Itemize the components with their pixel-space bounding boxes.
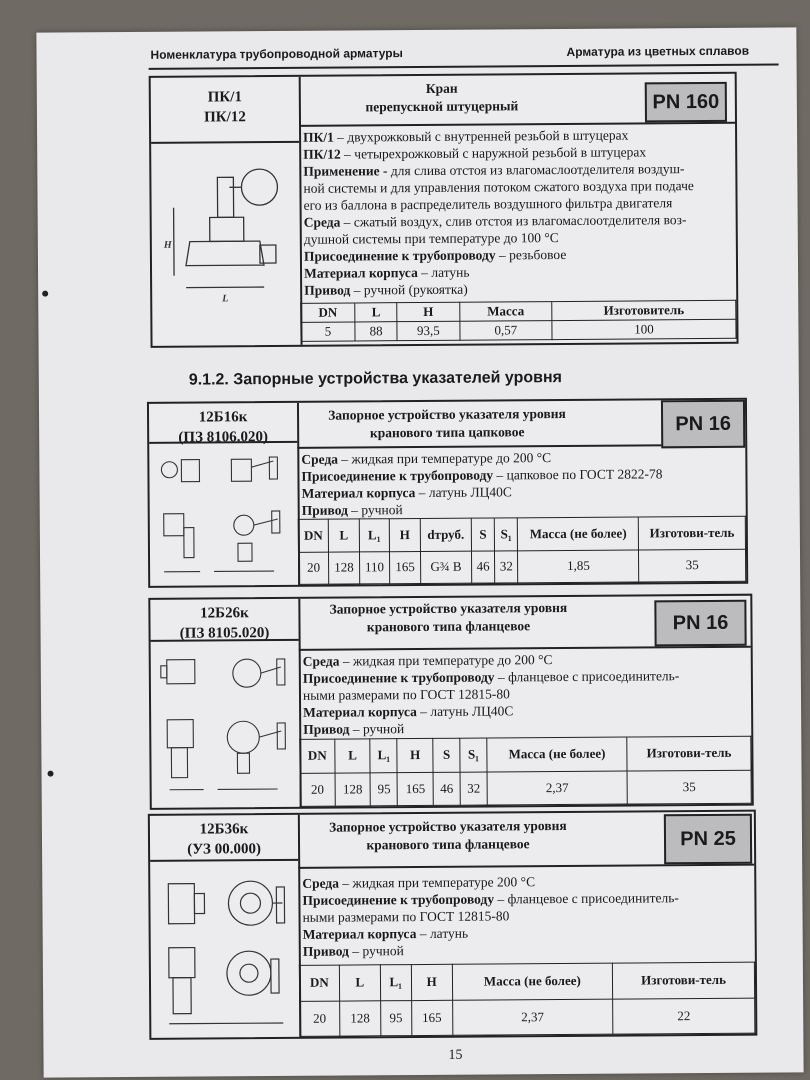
description-term: Привод xyxy=(302,943,350,959)
description-text: – жидкая при температуре до 200 °С xyxy=(339,652,553,669)
table-cell: 5 xyxy=(301,322,355,341)
svg-text:L: L xyxy=(222,293,229,305)
column-header: S xyxy=(433,738,460,772)
table-cell: 95 xyxy=(380,1000,411,1036)
description-term: Среда xyxy=(301,451,339,467)
code-cell xyxy=(151,77,303,346)
table-cell: 46 xyxy=(471,550,494,583)
description-text: – четырехрожковый с наружной резьбой в штуцерах xyxy=(340,144,647,162)
column-header: S₁ xyxy=(460,738,487,772)
description-text: ной системы и для управления потоком сжатого воздуха при подаче xyxy=(303,178,694,196)
description-term: Материал корпуса xyxy=(303,265,418,281)
item-code: 12Б26к xyxy=(200,605,249,622)
valve-drawing xyxy=(157,653,296,804)
description-term: Привод xyxy=(301,502,348,518)
item-code-alt: ПК/12 xyxy=(204,109,246,126)
table-row xyxy=(300,770,751,807)
description-text: – ручной xyxy=(347,502,403,518)
column-header: Масса (не более) xyxy=(452,963,613,1000)
description-term: ПК/12 xyxy=(303,146,341,162)
table-cell: 165 xyxy=(390,551,421,584)
column-header: dтруб. xyxy=(420,518,471,551)
description-text: – латунь ЛЦ40С xyxy=(416,703,514,720)
table-cell: 35 xyxy=(639,549,746,582)
table-cell: 128 xyxy=(335,772,371,806)
item-title: Кран перепускной штуцерный xyxy=(365,80,519,115)
item-code-alt: (ПЗ 8106.020) xyxy=(178,429,269,446)
description-line xyxy=(303,940,751,960)
description-term: Присоединение к трубопроводу xyxy=(302,891,495,908)
column-header: Изготови-тель xyxy=(638,516,745,549)
table-row xyxy=(298,549,745,585)
description-text: – фланцевое с присоединитель- xyxy=(494,890,679,907)
column-header: DN xyxy=(301,303,355,322)
item-code: 12Б36к xyxy=(199,821,249,838)
item-description xyxy=(302,872,751,960)
table-cell: G¾ B xyxy=(420,551,471,584)
description-text: – резьбовое xyxy=(495,246,567,263)
table-cell: 32 xyxy=(460,772,487,806)
code-cell xyxy=(150,599,301,808)
description-text: – жидкая при температуре 200 °С xyxy=(338,874,536,891)
table-cell: 35 xyxy=(627,770,751,804)
description-term: Материал корпуса xyxy=(302,926,417,942)
valve-drawing xyxy=(158,873,293,1034)
document-page xyxy=(36,27,803,1077)
pressure-rating-badge: PN 160 xyxy=(645,82,727,123)
item-code-alt: (УЗ 00.000) xyxy=(187,841,261,858)
item-description xyxy=(301,448,741,519)
description-text: – двухрожковый с внутренней резьбой в штуцерах xyxy=(333,127,629,145)
punch-hole xyxy=(42,291,48,297)
column-header: DN xyxy=(298,519,328,552)
description-text: – ручной (рукоятка) xyxy=(350,281,468,298)
item-title: Запорное устройство указателя уровня кранового типа фланцевое xyxy=(329,599,568,635)
item-title: Запорное устройство указателя уровня кранового типа цапковое xyxy=(328,405,566,441)
description-term: Присоединение к трубопроводу xyxy=(303,247,496,264)
spec-table xyxy=(299,736,751,807)
column-header: L xyxy=(328,519,359,552)
spec-table xyxy=(300,300,736,342)
description-text: – сжатый воздух, слив отстоя из влагомаслоотделителя воз- xyxy=(340,212,687,230)
column-header: L₁ xyxy=(370,739,397,773)
table-cell: 20 xyxy=(300,1001,340,1037)
item-block-12b16k xyxy=(147,398,748,588)
description-text: – латунь xyxy=(417,264,470,281)
valve-drawing xyxy=(159,157,292,308)
table-cell: 110 xyxy=(359,551,389,584)
description-text: – ручной xyxy=(348,943,404,959)
description-text: ными размерами по ГОСТ 12815-80 xyxy=(302,908,510,925)
item-code-alt: (ПЗ 8105.020) xyxy=(179,625,270,642)
column-header: H xyxy=(389,518,420,551)
code-cell xyxy=(150,815,302,1038)
table-cell: 165 xyxy=(411,1000,452,1036)
valve-drawing xyxy=(153,453,294,582)
description-text: – жидкая при температуре до 200 °С xyxy=(337,450,552,467)
column-header: L₁ xyxy=(359,519,389,552)
table-cell: 93,5 xyxy=(397,321,460,340)
column-header: L xyxy=(335,739,371,773)
description-line xyxy=(304,211,730,231)
description-text: – цапковое по ГОСТ 2822-78 xyxy=(493,466,663,483)
description-term: Среда xyxy=(303,214,341,230)
description-term: Присоединение к трубопроводу xyxy=(302,669,495,686)
table-cell: 95 xyxy=(371,772,398,806)
description-line xyxy=(304,279,730,299)
item-block-12b36k xyxy=(148,810,758,1040)
table-cell: 46 xyxy=(433,772,460,806)
table-cell: 22 xyxy=(613,998,755,1034)
table-cell: 20 xyxy=(298,552,328,585)
column-header: L xyxy=(355,303,397,322)
column-header: DN xyxy=(300,739,335,773)
table-row xyxy=(301,319,736,341)
table-cell: 100 xyxy=(552,319,736,339)
description-term: Привод xyxy=(303,721,350,737)
table-cell: 128 xyxy=(328,551,359,584)
table-cell: 1,85 xyxy=(518,549,639,582)
pressure-rating-badge: PN 16 xyxy=(654,600,746,647)
spec-table xyxy=(298,516,746,585)
column-header: S xyxy=(471,518,494,551)
page-number: 15 xyxy=(448,1047,463,1063)
description-term: Привод xyxy=(304,282,351,298)
table-cell: 2,37 xyxy=(487,771,627,805)
column-header: Масса (не более) xyxy=(518,517,639,550)
item-title: Запорное устройство указателя уровня кранового типа фланцевое xyxy=(329,817,567,853)
description-term: Среда xyxy=(302,653,340,669)
table-row xyxy=(300,998,755,1037)
table-cell: 128 xyxy=(339,1000,380,1036)
column-header: H xyxy=(411,964,452,1000)
description-text: душной системы при температуре до 100 °С xyxy=(303,230,559,247)
header-left: Номенклатура трубопроводной арматуры xyxy=(150,46,403,62)
item-code: ПК/1 xyxy=(207,89,242,106)
column-header: H xyxy=(397,302,460,321)
header-rule xyxy=(149,63,779,69)
column-header: Изготови-тель xyxy=(627,736,751,770)
item-description xyxy=(303,126,730,299)
svg-text:H: H xyxy=(163,239,172,251)
item-code: 12Б16к xyxy=(198,409,248,426)
column-header: H xyxy=(397,738,433,772)
table-cell: 165 xyxy=(397,772,433,806)
description-text: – латунь ЛЦ40С xyxy=(415,484,512,501)
description-text: ными размерами по ГОСТ 12815-80 xyxy=(302,686,510,703)
description-term: Применение - xyxy=(303,163,388,179)
description-text: его из баллона в распределитель воздушного фильтра двигателя xyxy=(303,195,673,213)
description-term: Материал корпуса xyxy=(303,704,417,720)
table-cell: 2,37 xyxy=(452,999,613,1036)
description-text: – ручной xyxy=(349,721,405,737)
pressure-rating-badge: PN 16 xyxy=(661,400,745,449)
description-term: Присоединение к трубопроводу xyxy=(301,467,494,484)
column-header: Изготовитель xyxy=(552,300,736,320)
table-cell: 0,57 xyxy=(460,321,553,341)
pressure-rating-badge: PN 25 xyxy=(664,814,752,865)
table-cell: 20 xyxy=(300,773,335,807)
column-header: Масса xyxy=(459,302,552,322)
section-title: 9.1.2. Запорные устройства указателей уровня xyxy=(188,369,563,389)
item-description xyxy=(303,650,748,738)
table-cell: 32 xyxy=(495,550,518,583)
description-line xyxy=(303,718,747,738)
code-cell xyxy=(149,403,300,586)
column-header: L xyxy=(339,965,380,1001)
description-text: – фланцевое с присоединитель- xyxy=(494,668,680,685)
description-term: Материал корпуса xyxy=(301,485,416,501)
description-text: – латунь xyxy=(416,925,469,942)
punch-hole xyxy=(48,771,54,777)
column-header: Масса (не более) xyxy=(487,737,627,771)
description-text: для слива отстоя из влагомаслоотделителя воздуш- xyxy=(387,161,685,179)
spec-table xyxy=(299,962,755,1037)
table-cell: 88 xyxy=(355,322,397,341)
item-block-pk xyxy=(149,72,739,348)
column-header: S₁ xyxy=(494,518,517,551)
description-term: Среда xyxy=(302,875,340,891)
header-right: Арматура из цветных сплавов xyxy=(566,43,750,59)
description-term: ПК/1 xyxy=(303,129,334,145)
column-header: DN xyxy=(299,965,339,1001)
item-block-12b26k xyxy=(148,594,753,810)
column-header: L₁ xyxy=(380,965,411,1001)
column-header: Изготови-тель xyxy=(612,962,754,998)
